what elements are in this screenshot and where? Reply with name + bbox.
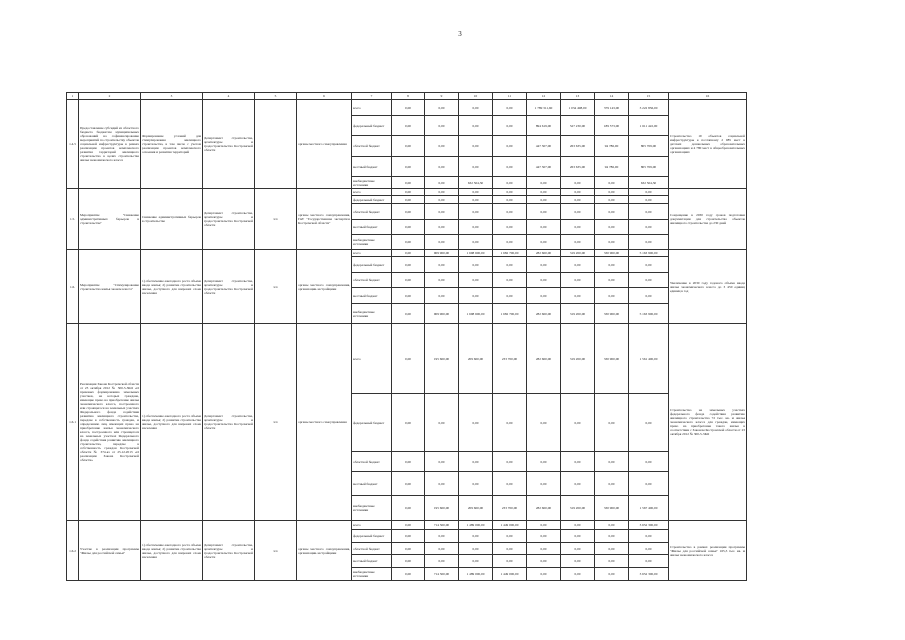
column-header: 13 [561,93,595,100]
year-value: 0,00 [392,235,425,250]
year-value: 0,00 [459,189,493,196]
year-value: 0,00 [392,204,425,220]
year-value: 0,00 [459,555,493,568]
funding-source: областной бюджет [352,452,392,472]
year-value: 0,00 [595,204,629,220]
target-indicator: Строительство в рамках реализации программы "Жилье для российской семьи" 165,3 тыс. кв. м жилья экономического класса [669,521,747,581]
year-value: 0,00 [561,394,595,452]
funding-source: внебюджетные источники [352,568,392,581]
year-value: 319 200,00 [561,304,595,324]
co-executors: органы местного самоуправления, ГАУ "Государственная экспертиза Костромской области" [297,189,352,250]
year-value: 0,00 [527,235,561,250]
year-value: 0,00 [392,324,425,394]
total-value: 0,00 [629,472,669,496]
co-executors: органы местного самоуправления, организации-застройщики [297,521,352,581]
year-value: 447 307,00 [527,136,561,157]
total-value: 0,00 [629,196,669,204]
year-value: 0,00 [425,257,459,273]
year-value: 0,00 [595,220,629,235]
row-number: 1.5. [67,189,79,250]
year-value: 0,00 [425,136,459,157]
column-header: 7 [352,93,392,100]
expected-result: Снижение административных барьеров в строительстве [141,189,203,250]
column-header: 2 [79,93,141,100]
year-value: 0,00 [425,189,459,196]
expected-result: Формирование условий для стимулирования жилищного строительства, в том числе с учетом реализации проектов комплексного освоения и развития территорий [141,100,203,189]
year-value: 0,00 [425,530,459,543]
total-value: 5 163 900,00 [629,250,669,257]
year-value: 0,00 [527,521,561,530]
execution-period: х/х [255,189,297,250]
year-value: 0,00 [493,394,527,452]
funding-source: всего [352,521,392,530]
year-value: 894 619,00 [527,116,561,136]
year-value: 0,00 [459,288,493,304]
column-header: 11 [493,93,527,100]
year-value: 94 786,00 [595,157,629,177]
year-value: 0,00 [493,288,527,304]
total-value: 3 222 836,00 [629,100,669,116]
year-value: 0,00 [425,177,459,189]
co-executors: органы местного самоуправления [297,324,352,521]
year-value: 282 600,00 [527,250,561,257]
year-value: 330 900,00 [595,324,629,394]
total-value: 3 652 300,00 [629,568,669,581]
total-value: 0,00 [629,394,669,452]
activity-description: Реализация Закона Костромской области от 23 октября 2012 № 300-5-ЗКО «О правовых формированию земельных участков, на которых граждане, имеющие право на приобретение жилья экономического класса, построенного или строящегося на земельных участках Федерального фонда содействия развитию жилищного строительства, передаче в собственность граждан, и определению лиц, имеющих право на приобретение жилья экономического класса, построенного или строящегося на земельных участках Федерального фонда содействия развитию жилищного строительства, передаче в собственность граждан Костромской области № 374-кз от 25.12.2013 «О реализации Закона Костромской области» [79,324,141,521]
target-indicator: Увеличение в 2030 году годового объема ввода жилья экономического класса до 3 450 единиц единиц в год [669,250,747,324]
year-value: 0,00 [493,273,527,288]
year-value: 282 600,00 [527,324,561,394]
year-value: 0,00 [561,452,595,472]
total-value: 0,00 [629,543,669,555]
year-value: 0,00 [392,220,425,235]
year-value: 0,00 [527,543,561,555]
year-value: 0,00 [425,555,459,568]
year-value: 447 307,00 [527,157,561,177]
year-value: 1 489 000,00 [459,521,493,530]
year-value: 0,00 [459,220,493,235]
execution-period: х/х [255,521,297,581]
year-value: 0,00 [425,452,459,472]
year-value: 0,00 [392,452,425,472]
year-value: 0,00 [527,257,561,273]
year-value: 0,00 [595,288,629,304]
row-number: 1.6.1 [67,324,79,521]
year-value: 0,00 [425,116,459,136]
year-value: 0,00 [595,196,629,204]
year-value: 0,00 [493,472,527,496]
activity-description: Мероприятие "Снижение административных барьеров в строительстве" [79,189,141,250]
year-value: 330 900,00 [595,250,629,257]
table-row [67,324,747,394]
year-value: 909 900,00 [425,304,459,324]
year-value: 0,00 [459,257,493,273]
table-row [67,189,747,196]
year-value: 0,00 [459,273,493,288]
year-value: 0,00 [459,196,493,204]
year-value: 0,00 [527,394,561,452]
year-value: 0,00 [493,257,527,273]
responsible-executor: Департамент строительства, архитектуры и градостроительства Костромской области [203,521,255,581]
funding-source: областной бюджет [352,273,392,288]
year-value: 1 489 000,00 [459,568,493,581]
column-header: 3 [141,93,203,100]
year-value: 0,00 [392,288,425,304]
year-value: 0,00 [561,530,595,543]
year-value: 0,00 [527,568,561,581]
total-value: 0,00 [629,235,669,250]
funding-source: всего [352,324,392,394]
year-value: 1 698 600,00 [459,250,493,257]
year-value: 0,00 [493,220,527,235]
year-value: 0,00 [561,521,595,530]
year-value: 0,00 [595,189,629,196]
year-value: 0,00 [493,189,527,196]
year-value: 0,00 [392,157,425,177]
column-header: 9 [425,93,459,100]
year-value: 0,00 [392,189,425,196]
total-value: 1 567 400,00 [629,496,669,521]
row-number: 1.4.5 [67,100,79,189]
funding-source: местный бюджет [352,220,392,235]
funding-source: внебюджетные источники [352,235,392,250]
year-value: 0,00 [392,257,425,273]
funding-source: внебюджетные источники [352,177,392,189]
year-value: 0,00 [392,304,425,324]
funding-source: местный бюджет [352,555,392,568]
year-value: 0,00 [493,196,527,204]
activity-description: Предоставление субсидий из областного бюджета бюджетам муниципальных образований на софинансирование мероприятий по строительству объектов социальной инфраструктуры в рамках реализации проектов комплексного развития территорий жилищного строительства в целях строительства жилья экономического класса [79,100,141,189]
year-value: 0,00 [561,204,595,220]
year-value: 0,00 [392,394,425,452]
total-value: 1 561 400,00 [629,324,669,394]
total-value: 805 709,00 [629,157,669,177]
column-header: 10 [459,93,493,100]
year-value: 0,00 [459,543,493,555]
responsible-executor: Департамент строительства, архитектуры и градостроительства Костромской области [203,250,255,324]
target-indicator: Сокращение в 2030 году сроков подготовки документации для строительства объектов жилищного строительства до 230 дней [669,189,747,250]
year-value: 0,00 [595,452,629,472]
year-value: 319 200,00 [561,250,595,257]
year-value: 0,00 [392,555,425,568]
expected-result: 1) обеспечение ежегодного роста объема ввода жилья; 2) развитие строительства жилья, доступного для широких слоев населения [141,521,203,581]
year-value: 0,00 [527,273,561,288]
funding-source: федеральный бюджет [352,116,392,136]
column-header: 8 [392,93,425,100]
activity-description: Участие в реализации программы "Жилье для российской семьи" [79,521,141,581]
total-value: 0,00 [629,220,669,235]
funding-source: федеральный бюджет [352,530,392,543]
year-value: 1 682 700,00 [493,304,527,324]
year-value: 0,00 [459,394,493,452]
total-value: 0,00 [629,452,669,472]
year-value: 0,00 [392,250,425,257]
funding-source: федеральный бюджет [352,196,392,204]
year-value: 0,00 [527,530,561,543]
year-value: 0,00 [561,472,595,496]
year-value: 233 700,00 [493,496,527,521]
year-value: 0,00 [392,521,425,530]
funding-source: внебюджетные источники [352,304,392,324]
total-value: 3 652 300,00 [629,521,669,530]
year-value: 0,00 [425,204,459,220]
year-value: 209 600,00 [459,496,493,521]
year-value: 319 200,00 [561,324,595,394]
year-value: 0,00 [595,177,629,189]
co-executors: органы местного самоуправления, организации-застройщики [297,250,352,324]
expected-result: 1) обеспечение ежегодного роста объема ввода жилья; 2) развитие строительства жилья, доступного для широких слоев населения [141,324,203,521]
year-value: 0,00 [392,116,425,136]
year-value: 195 600,00 [425,496,459,521]
table-row [67,100,747,116]
year-value: 0,00 [392,100,425,116]
year-value: 0,00 [425,235,459,250]
year-value: 0,00 [595,555,629,568]
year-value: 0,00 [595,394,629,452]
year-value: 0,00 [561,543,595,555]
year-value: 0,00 [493,543,527,555]
year-value: 0,00 [392,196,425,204]
year-value: 94 786,00 [595,136,629,157]
year-value: 0,00 [527,555,561,568]
year-value: 0,00 [595,472,629,496]
year-value: 0,00 [561,568,595,581]
year-value: 330 900,00 [595,496,629,521]
total-value: 1 611 422,00 [629,116,669,136]
year-value: 0,00 [493,235,527,250]
year-value: 0,00 [425,288,459,304]
year-value: 0,00 [561,235,595,250]
total-value: 0,00 [629,530,669,543]
funding-source: всего [352,100,392,116]
year-value: 0,00 [392,496,425,521]
year-value: 0,00 [493,204,527,220]
year-value: 0,00 [527,196,561,204]
total-value: 0,00 [629,555,669,568]
funding-source: всего [352,250,392,257]
column-header: 6 [297,93,352,100]
table-row [67,250,747,257]
page-number: 3 [458,30,462,38]
funding-source: всего [352,189,392,196]
year-value: 0,00 [459,204,493,220]
year-value: 0,00 [527,204,561,220]
year-value: 1 034 498,00 [561,100,595,116]
year-value: 0,00 [392,273,425,288]
year-value: 0,00 [595,235,629,250]
year-value: 527 230,00 [561,116,595,136]
row-number: 1.6.2 [67,521,79,581]
year-value: 0,00 [459,136,493,157]
year-value: 319 200,00 [561,496,595,521]
year-value: 0,00 [425,472,459,496]
year-value: 0,00 [595,521,629,530]
year-value: 0,00 [527,452,561,472]
year-value: 0,00 [493,136,527,157]
year-value: 0,00 [392,472,425,496]
year-value: 0,00 [527,177,561,189]
year-value: 282 600,00 [527,496,561,521]
funding-source: областной бюджет [352,204,392,220]
year-value: 0,00 [493,555,527,568]
year-value: 0,00 [595,530,629,543]
program-table [66,92,747,581]
year-value: 0,00 [561,288,595,304]
funding-source: областной бюджет [352,543,392,555]
funding-source: местный бюджет [352,288,392,304]
year-value: 0,00 [527,189,561,196]
year-value: 0,00 [527,220,561,235]
total-value: 0,00 [629,288,669,304]
year-value: 909 900,00 [425,250,459,257]
year-value: 189 573,00 [595,116,629,136]
year-value: 0,00 [493,157,527,177]
year-value: 0,00 [459,530,493,543]
activity-description: Мероприятие "Стимулирование строительства жилья эконом класса" [79,250,141,324]
year-value: 0,00 [425,100,459,116]
year-value: 0,00 [493,452,527,472]
column-header: 16 [669,93,747,100]
year-value: 0,00 [392,177,425,189]
row-number: 1.6. [67,250,79,324]
year-value: 714 300,00 [425,568,459,581]
year-value: 195 600,00 [425,324,459,394]
year-value: 209 600,00 [459,324,493,394]
responsible-executor: Департамент строительства, архитектуры и градостроительства Костромской области [203,100,255,189]
year-value: 0,00 [459,157,493,177]
year-value: 1 789 311,60 [527,100,561,116]
execution-period: х/х [255,250,297,324]
total-value: 0,00 [629,189,669,196]
year-value: 379 143,00 [595,100,629,116]
responsible-executor: Департамент строительства, архитектуры и градостроительства Костромской области [203,324,255,521]
co-executors: органы местного самоуправления [297,100,352,189]
year-value: 0,00 [392,568,425,581]
year-value: 0,00 [561,189,595,196]
year-value: 263 635,00 [561,157,595,177]
target-indicator: Строительство 19 объектов социальной инфраструктуры к поэтапному 2 085 мест в детских дошкольных образовательных организациях и 4 780 мест в общеобразовательных организациях [669,100,747,189]
year-value: 0,00 [425,273,459,288]
year-value: 0,00 [425,157,459,177]
column-header: 5 [255,93,297,100]
column-header: 4 [203,93,255,100]
total-value: 5 163 900,00 [629,304,669,324]
year-value: 0,00 [561,555,595,568]
year-value: 0,00 [561,177,595,189]
year-value: 0,00 [595,543,629,555]
responsible-executor: Департамент строительства, архитектуры и градостроительства Костромской области [203,189,255,250]
year-value: 0,00 [595,568,629,581]
year-value: 0,00 [527,288,561,304]
year-value: 263 635,00 [561,136,595,157]
funding-source: внебюджетные источники [352,496,392,521]
year-value: 0,00 [561,196,595,204]
year-value: 0,00 [527,472,561,496]
year-value: 0,00 [595,257,629,273]
year-value: 0,00 [493,116,527,136]
target-indicator: Строительство на земельных участках федерального фонда содействия развитию жилищного строительства 72 тыс. кв. м жилья экономического класса для граждан, имеющих право на приобретение такого жилья в соответствии с Законом Костромской области от 23 октября 2012 № 300-5-ЗКО [669,324,747,521]
year-value: 1 698 600,00 [459,304,493,324]
funding-source: местный бюджет [352,157,392,177]
year-value: 330 900,00 [595,304,629,324]
year-value: 0,00 [493,100,527,116]
total-value: 805 709,00 [629,136,669,157]
column-header: 15 [629,93,669,100]
year-value: 632 504,30 [459,177,493,189]
year-value: 0,00 [425,394,459,452]
year-value: 0,00 [561,273,595,288]
year-value: 0,00 [595,273,629,288]
year-value: 1 682 700,00 [493,250,527,257]
year-value: 0,00 [392,136,425,157]
total-value: 0,00 [629,257,669,273]
year-value: 233 700,00 [493,324,527,394]
year-value: 0,00 [459,452,493,472]
expected-result: 1) обеспечение ежегодного роста объема ввода жилья; 2) развитие строительства жилья, доступного для широких слоев населения [141,250,203,324]
total-value: 0,00 [629,204,669,220]
total-value: 0,00 [629,273,669,288]
year-value: 0,00 [493,177,527,189]
execution-period: х/х [255,324,297,521]
year-value: 1 449 000,00 [493,521,527,530]
year-value: 0,00 [561,257,595,273]
year-value: 0,00 [392,543,425,555]
column-header: 12 [527,93,561,100]
funding-source: федеральный бюджет [352,394,392,452]
year-value: 0,00 [561,220,595,235]
column-header: 1 [67,93,79,100]
column-header: 14 [595,93,629,100]
year-value: 0,00 [425,543,459,555]
year-value: 0,00 [459,100,493,116]
total-value: 632 504,30 [629,177,669,189]
year-value: 1 449 000,00 [493,568,527,581]
funding-source: областной бюджет [352,136,392,157]
year-value: 0,00 [459,235,493,250]
year-value: 0,00 [493,530,527,543]
year-value: 0,00 [425,220,459,235]
year-value: 0,00 [459,472,493,496]
execution-period [255,100,297,189]
year-value: 282 600,00 [527,304,561,324]
funding-source: федеральный бюджет [352,257,392,273]
year-value: 0,00 [392,530,425,543]
header-row [67,93,747,100]
year-value: 0,00 [459,116,493,136]
table-row [67,521,747,530]
funding-source: местный бюджет [352,472,392,496]
year-value: 714 300,00 [425,521,459,530]
year-value: 0,00 [425,196,459,204]
